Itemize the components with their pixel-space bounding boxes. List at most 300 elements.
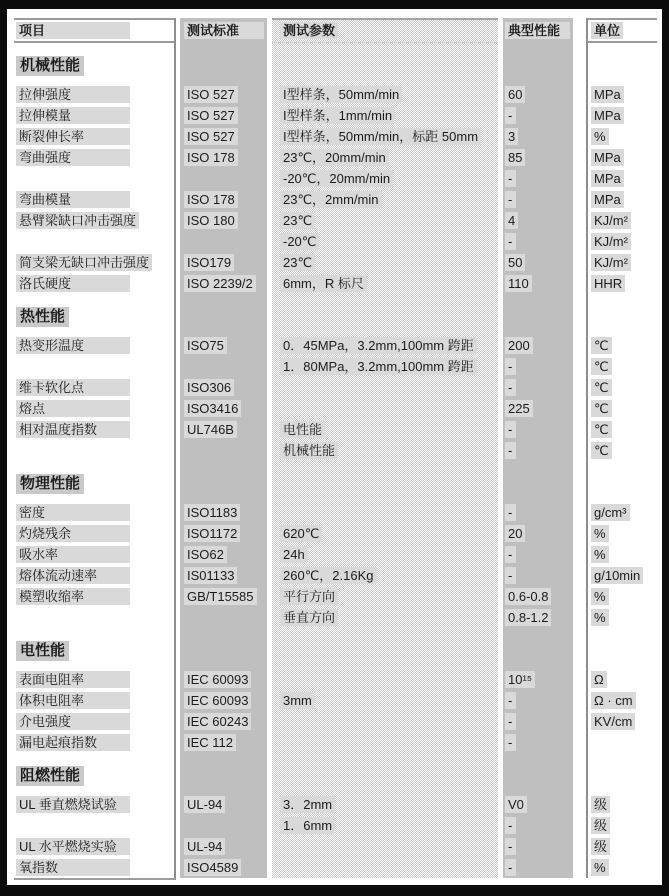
value-label: - bbox=[505, 379, 516, 396]
unit-label: % bbox=[591, 546, 609, 563]
unit-cell bbox=[588, 859, 657, 876]
unit-label: 级 bbox=[591, 838, 610, 855]
header-standard-label: 测试标准 bbox=[184, 22, 264, 39]
standard-cell bbox=[180, 504, 267, 521]
item-cell bbox=[14, 692, 174, 709]
value-cell bbox=[503, 692, 573, 709]
value-cell bbox=[503, 337, 573, 354]
unit-label: Ω · cm bbox=[591, 692, 636, 709]
section-title: 热性能 bbox=[16, 307, 69, 327]
value-cell bbox=[503, 233, 573, 250]
section-title-cell bbox=[14, 766, 174, 794]
standard-label: ISO1172 bbox=[184, 525, 240, 542]
unit-cell bbox=[588, 275, 657, 292]
standard-cell bbox=[180, 275, 267, 292]
item-label: 熔点 bbox=[16, 400, 130, 417]
unit-cell bbox=[588, 233, 657, 250]
standard-label: ISO179 bbox=[184, 254, 234, 271]
table-row bbox=[14, 210, 657, 231]
value-label: - bbox=[505, 107, 516, 124]
table-row bbox=[14, 690, 657, 711]
value-cell bbox=[503, 838, 573, 855]
param-label: 23℃ bbox=[280, 212, 315, 229]
item-label: 表面电阻率 bbox=[16, 671, 130, 688]
param-label: 1．6mm bbox=[280, 817, 335, 834]
standard-label: GB/T15585 bbox=[184, 588, 257, 605]
value-label: - bbox=[505, 442, 516, 459]
unit-cell bbox=[588, 692, 657, 709]
table-body bbox=[14, 18, 657, 878]
unit-label: ℃ bbox=[591, 358, 612, 375]
value-label: 110 bbox=[505, 275, 532, 292]
item-label: 拉伸模量 bbox=[16, 107, 130, 124]
unit-cell bbox=[588, 379, 657, 396]
value-cell bbox=[503, 713, 573, 730]
section-title: 机械性能 bbox=[16, 56, 84, 76]
item-label: 弯曲强度 bbox=[16, 149, 130, 166]
unit-label: 级 bbox=[591, 817, 610, 834]
item-label: 弯曲模量 bbox=[16, 191, 130, 208]
standard-cell bbox=[180, 525, 267, 542]
table-row bbox=[14, 189, 657, 210]
value-cell bbox=[503, 275, 573, 292]
standard-label: IEC 60243 bbox=[184, 713, 251, 730]
value-label: - bbox=[505, 734, 516, 751]
value-label: 20 bbox=[505, 525, 525, 542]
unit-cell bbox=[588, 525, 657, 542]
section-header-row bbox=[14, 461, 657, 502]
unit-label: g/10min bbox=[591, 567, 643, 584]
item-label: 热变形温度 bbox=[16, 337, 130, 354]
item-cell bbox=[14, 107, 174, 124]
header-item-label: 项目 bbox=[16, 22, 130, 39]
unit-label: MPa bbox=[591, 86, 624, 103]
standard-label: ISO 180 bbox=[184, 212, 238, 229]
section-title: 物理性能 bbox=[16, 474, 84, 494]
standard-label: ISO 527 bbox=[184, 107, 238, 124]
value-cell bbox=[503, 609, 573, 626]
value-cell bbox=[503, 86, 573, 103]
section-header-row bbox=[14, 43, 657, 84]
standard-cell bbox=[180, 713, 267, 730]
param-cell bbox=[272, 546, 498, 563]
section-title-cell bbox=[14, 56, 174, 84]
param-cell bbox=[272, 233, 498, 250]
item-label: 洛氏硬度 bbox=[16, 275, 130, 292]
value-cell bbox=[503, 149, 573, 166]
header-param-label: 测试参数 bbox=[280, 22, 338, 39]
standard-label: ISO 178 bbox=[184, 149, 238, 166]
standard-cell bbox=[180, 107, 267, 124]
item-label: 模塑收缩率 bbox=[16, 588, 130, 605]
table-row bbox=[14, 105, 657, 126]
header-row bbox=[14, 18, 657, 43]
standard-label: UL746B bbox=[184, 421, 237, 438]
unit-label: % bbox=[591, 128, 609, 145]
standard-cell bbox=[180, 421, 267, 438]
standard-cell bbox=[180, 86, 267, 103]
standard-label: ISO4589 bbox=[184, 859, 241, 876]
standard-cell bbox=[180, 734, 267, 751]
unit-cell bbox=[588, 567, 657, 584]
standard-cell bbox=[180, 191, 267, 208]
param-cell bbox=[272, 107, 498, 124]
table-row bbox=[14, 126, 657, 147]
standard-cell bbox=[180, 546, 267, 563]
param-cell bbox=[272, 191, 498, 208]
item-label: 介电强度 bbox=[16, 713, 130, 730]
item-cell bbox=[14, 734, 174, 751]
standard-cell bbox=[180, 796, 267, 813]
unit-cell bbox=[588, 838, 657, 855]
unit-cell bbox=[588, 609, 657, 626]
param-label: 电性能 bbox=[280, 421, 325, 438]
unit-cell bbox=[588, 149, 657, 166]
param-cell bbox=[272, 275, 498, 292]
item-label: 漏电起痕指数 bbox=[16, 734, 130, 751]
param-label: 机械性能 bbox=[280, 442, 338, 459]
table-row bbox=[14, 794, 657, 815]
param-label: -20℃ bbox=[280, 233, 319, 250]
item-cell bbox=[14, 191, 174, 208]
standard-label: IS01133 bbox=[184, 567, 237, 584]
section-title-cell bbox=[14, 307, 174, 335]
item-cell bbox=[14, 86, 174, 103]
unit-label: ℃ bbox=[591, 379, 612, 396]
unit-label: KV/cm bbox=[591, 713, 635, 730]
standard-label: ISO1183 bbox=[184, 504, 240, 521]
param-cell bbox=[272, 128, 498, 145]
param-label: 23℃，2mm/min bbox=[280, 191, 382, 208]
standard-cell bbox=[180, 671, 267, 688]
standard-cell bbox=[180, 337, 267, 354]
param-cell bbox=[272, 337, 498, 354]
value-cell bbox=[503, 567, 573, 584]
value-cell bbox=[503, 379, 573, 396]
param-label: 垂直方向 bbox=[280, 609, 338, 626]
item-label: 悬臂梁缺口冲击强度 bbox=[16, 212, 139, 229]
unit-cell bbox=[588, 212, 657, 229]
value-cell bbox=[503, 442, 573, 459]
value-label: - bbox=[505, 859, 516, 876]
value-label: 0.6-0.8 bbox=[505, 588, 551, 605]
value-label: 200 bbox=[505, 337, 533, 354]
table-row bbox=[14, 168, 657, 189]
item-cell bbox=[14, 567, 174, 584]
standard-label: IEC 60093 bbox=[184, 692, 251, 709]
item-label: 密度 bbox=[16, 504, 130, 521]
header-value-cell bbox=[503, 22, 573, 39]
standard-label: ISO306 bbox=[184, 379, 234, 396]
param-label: I型样条，1mm/min bbox=[280, 107, 395, 124]
unit-label: g/cm³ bbox=[591, 504, 630, 521]
param-label: I型样条，50mm/min bbox=[280, 86, 402, 103]
item-label: 断裂伸长率 bbox=[16, 128, 130, 145]
param-cell bbox=[272, 796, 498, 813]
value-label: V0 bbox=[505, 796, 527, 813]
item-label: 熔体流动速率 bbox=[16, 567, 130, 584]
standard-cell bbox=[180, 212, 267, 229]
value-label: - bbox=[505, 567, 516, 584]
param-label: 23℃ bbox=[280, 254, 315, 271]
table-row bbox=[14, 586, 657, 607]
item-label: 简支梁无缺口冲击强度 bbox=[16, 254, 152, 271]
item-cell bbox=[14, 400, 174, 417]
section-title: 电性能 bbox=[16, 641, 69, 661]
param-label: 0．45MPa，3.2mm,100mm 跨距 bbox=[280, 337, 477, 354]
standard-cell bbox=[180, 400, 267, 417]
unit-label: ℃ bbox=[591, 400, 612, 417]
standard-cell bbox=[180, 859, 267, 876]
param-cell bbox=[272, 254, 498, 271]
table-row bbox=[14, 398, 657, 419]
value-cell bbox=[503, 859, 573, 876]
param-label: 3．2mm bbox=[280, 796, 335, 813]
param-label: 620℃ bbox=[280, 525, 322, 542]
param-cell bbox=[272, 442, 498, 459]
properties-table bbox=[14, 18, 657, 878]
item-label: UL 垂直燃烧试验 bbox=[16, 796, 130, 813]
value-label: - bbox=[505, 358, 516, 375]
item-cell bbox=[14, 379, 174, 396]
param-label: 6mm，R 标尺 bbox=[280, 275, 367, 292]
param-label: 260℃，2.16Kg bbox=[280, 567, 377, 584]
item-label: 相对温度指数 bbox=[16, 421, 130, 438]
value-label: - bbox=[505, 817, 516, 834]
unit-label: ℃ bbox=[591, 442, 612, 459]
unit-label: MPa bbox=[591, 107, 624, 124]
header-unit-cell bbox=[588, 18, 657, 43]
item-cell bbox=[14, 546, 174, 563]
value-label: 10¹⁵ bbox=[505, 671, 535, 688]
value-cell bbox=[503, 504, 573, 521]
item-label: UL 水平燃烧实验 bbox=[16, 838, 130, 855]
standard-label: UL-94 bbox=[184, 796, 225, 813]
param-cell bbox=[272, 525, 498, 542]
value-cell bbox=[503, 254, 573, 271]
item-label: 拉伸强度 bbox=[16, 86, 130, 103]
param-cell bbox=[272, 609, 498, 626]
standard-cell bbox=[180, 149, 267, 166]
unit-label: ℃ bbox=[591, 337, 612, 354]
value-label: - bbox=[505, 421, 516, 438]
table-row bbox=[14, 252, 657, 273]
value-cell bbox=[503, 421, 573, 438]
standard-label: ISO75 bbox=[184, 337, 227, 354]
value-label: - bbox=[505, 692, 516, 709]
unit-cell bbox=[588, 170, 657, 187]
table-row bbox=[14, 565, 657, 586]
param-cell bbox=[272, 212, 498, 229]
item-label: 维卡软化点 bbox=[16, 379, 130, 396]
item-label: 灼烧残余 bbox=[16, 525, 130, 542]
param-cell bbox=[272, 817, 498, 834]
table-row bbox=[14, 335, 657, 356]
item-cell bbox=[14, 713, 174, 730]
unit-cell bbox=[588, 254, 657, 271]
value-label: - bbox=[505, 838, 516, 855]
unit-label: KJ/m² bbox=[591, 212, 631, 229]
table-row bbox=[14, 732, 657, 753]
item-cell bbox=[14, 525, 174, 542]
standard-label: ISO62 bbox=[184, 546, 227, 563]
param-label: 3mm bbox=[280, 692, 315, 709]
value-label: - bbox=[505, 713, 516, 730]
unit-cell bbox=[588, 817, 657, 834]
unit-label: Ω bbox=[591, 671, 607, 688]
unit-cell bbox=[588, 796, 657, 813]
value-cell bbox=[503, 400, 573, 417]
standard-cell bbox=[180, 254, 267, 271]
value-cell bbox=[503, 546, 573, 563]
header-unit-label: 单位 bbox=[591, 22, 623, 39]
table-row bbox=[14, 273, 657, 294]
value-label: - bbox=[505, 546, 516, 563]
param-label: -20℃，20mm/min bbox=[280, 170, 393, 187]
table-row bbox=[14, 836, 657, 857]
standard-cell bbox=[180, 692, 267, 709]
item-label: 吸水率 bbox=[16, 546, 130, 563]
unit-label: ℃ bbox=[591, 421, 612, 438]
table-row bbox=[14, 607, 657, 628]
standard-cell bbox=[180, 588, 267, 605]
param-cell bbox=[272, 692, 498, 709]
standard-label: ISO 2239/2 bbox=[184, 275, 256, 292]
table-row bbox=[14, 84, 657, 105]
item-cell bbox=[14, 254, 174, 271]
unit-label: MPa bbox=[591, 170, 624, 187]
value-label: 3 bbox=[505, 128, 518, 145]
unit-label: MPa bbox=[591, 149, 624, 166]
section-title: 阻燃性能 bbox=[16, 766, 84, 786]
unit-label: % bbox=[591, 609, 609, 626]
item-cell bbox=[14, 838, 174, 855]
value-label: 0.8-1.2 bbox=[505, 609, 551, 626]
item-cell bbox=[14, 275, 174, 292]
table-row bbox=[14, 356, 657, 377]
table-row bbox=[14, 419, 657, 440]
param-label: 1．80MPa，3.2mm,100mm 跨距 bbox=[280, 358, 477, 375]
value-cell bbox=[503, 358, 573, 375]
param-cell bbox=[272, 170, 498, 187]
unit-cell bbox=[588, 191, 657, 208]
unit-cell bbox=[588, 442, 657, 459]
standard-label: UL-94 bbox=[184, 838, 225, 855]
standard-label: ISO 527 bbox=[184, 128, 238, 145]
unit-cell bbox=[588, 337, 657, 354]
table-row bbox=[14, 815, 657, 836]
value-label: - bbox=[505, 504, 516, 521]
value-label: 4 bbox=[505, 212, 518, 229]
value-cell bbox=[503, 525, 573, 542]
section-title-cell bbox=[14, 641, 174, 669]
value-label: 60 bbox=[505, 86, 525, 103]
table-row bbox=[14, 147, 657, 168]
unit-label: % bbox=[591, 859, 609, 876]
value-cell bbox=[503, 796, 573, 813]
value-label: - bbox=[505, 233, 516, 250]
item-cell bbox=[14, 859, 174, 876]
value-label: 50 bbox=[505, 254, 525, 271]
item-cell bbox=[14, 337, 174, 354]
section-title-cell bbox=[14, 474, 174, 502]
section-header-row bbox=[14, 294, 657, 335]
standard-label: ISO 178 bbox=[184, 191, 238, 208]
unit-label: % bbox=[591, 525, 609, 542]
table-row bbox=[14, 544, 657, 565]
standard-cell bbox=[180, 567, 267, 584]
unit-cell bbox=[588, 86, 657, 103]
header-standard-cell bbox=[180, 22, 267, 39]
value-cell bbox=[503, 671, 573, 688]
standard-cell bbox=[180, 379, 267, 396]
item-cell bbox=[14, 149, 174, 166]
section-header-row bbox=[14, 753, 657, 794]
unit-cell bbox=[588, 588, 657, 605]
section-header-row bbox=[14, 628, 657, 669]
value-cell bbox=[503, 734, 573, 751]
param-cell bbox=[272, 567, 498, 584]
standard-label: IEC 112 bbox=[184, 734, 236, 751]
param-label: 平行方向 bbox=[280, 588, 338, 605]
header-value-label: 典型性能 bbox=[505, 22, 570, 39]
table-row bbox=[14, 231, 657, 252]
item-label: 体积电阻率 bbox=[16, 692, 130, 709]
param-cell bbox=[272, 421, 498, 438]
table-row bbox=[14, 523, 657, 544]
unit-label: % bbox=[591, 588, 609, 605]
standard-label: ISO3416 bbox=[184, 400, 241, 417]
unit-cell bbox=[588, 400, 657, 417]
table-row bbox=[14, 377, 657, 398]
param-cell bbox=[272, 588, 498, 605]
item-cell bbox=[14, 128, 174, 145]
header-param-cell bbox=[272, 18, 498, 43]
unit-label: MPa bbox=[591, 191, 624, 208]
param-cell bbox=[272, 149, 498, 166]
standard-cell bbox=[180, 838, 267, 855]
table-row bbox=[14, 857, 657, 878]
item-cell bbox=[14, 796, 174, 813]
unit-cell bbox=[588, 546, 657, 563]
item-cell bbox=[14, 671, 174, 688]
unit-cell bbox=[588, 504, 657, 521]
value-cell bbox=[503, 170, 573, 187]
unit-cell bbox=[588, 107, 657, 124]
unit-cell bbox=[588, 128, 657, 145]
table-row bbox=[14, 711, 657, 732]
standard-cell bbox=[180, 128, 267, 145]
header-item-cell bbox=[14, 18, 174, 43]
unit-cell bbox=[588, 358, 657, 375]
item-cell bbox=[14, 504, 174, 521]
standard-label: ISO 527 bbox=[184, 86, 238, 103]
table-row bbox=[14, 669, 657, 690]
unit-cell bbox=[588, 671, 657, 688]
value-label: - bbox=[505, 170, 516, 187]
unit-label: KJ/m² bbox=[591, 233, 631, 250]
value-cell bbox=[503, 588, 573, 605]
value-cell bbox=[503, 191, 573, 208]
table-row bbox=[14, 440, 657, 461]
standard-label: IEC 60093 bbox=[184, 671, 251, 688]
item-label: 氧指数 bbox=[16, 859, 130, 876]
param-label: 23℃，20mm/min bbox=[280, 149, 389, 166]
param-label: I型样条，50mm/min，标距 50mm bbox=[280, 128, 481, 145]
item-cell bbox=[14, 588, 174, 605]
table-row bbox=[14, 502, 657, 523]
unit-label: HHR bbox=[591, 275, 625, 292]
